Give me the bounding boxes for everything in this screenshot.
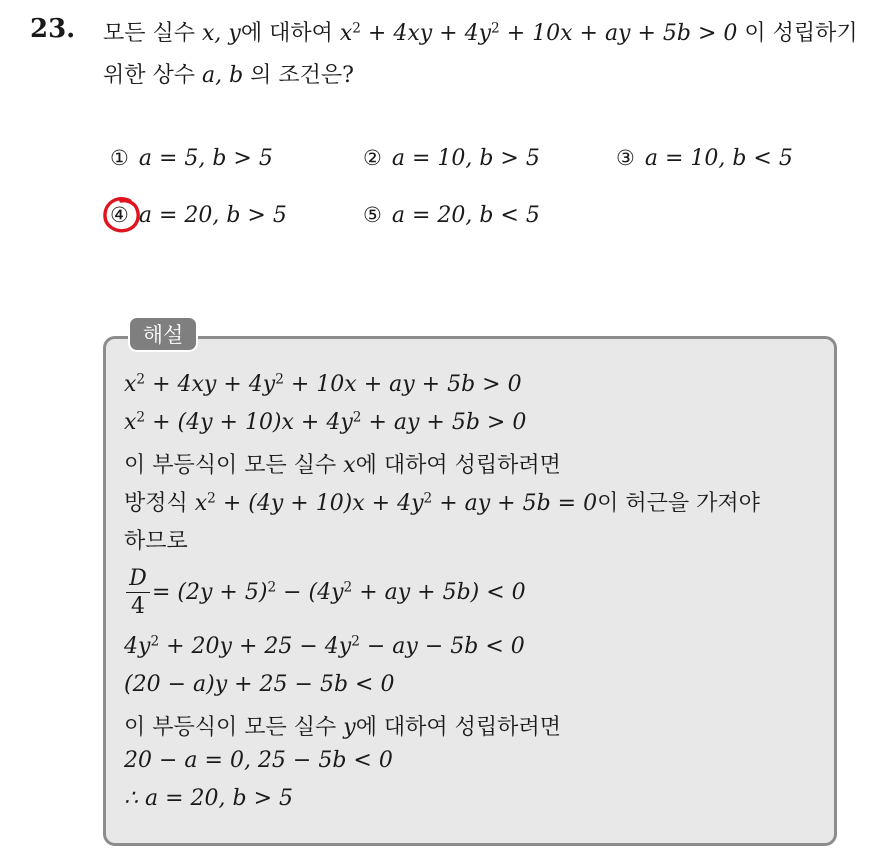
question-line-2: [103, 58, 354, 89]
answer-circle-mark: [100, 193, 144, 237]
text: 이 부등식이 모든 실수: [124, 453, 344, 478]
text: 에 대하여 성립하려면: [355, 453, 561, 478]
math: y: [343, 715, 356, 740]
solution-line-1: [124, 372, 522, 397]
math: + 10x + ay + 5b > 0: [283, 372, 522, 397]
math: x: [343, 453, 356, 478]
choice-1[interactable]: [110, 146, 273, 171]
solution-line-7: [124, 634, 525, 659]
solution-line-11: ∴ a = 20, b > 5: [124, 786, 294, 811]
choice-text: a = 10, b < 5: [644, 146, 793, 171]
solution-tab-label: 해설: [128, 316, 198, 352]
choice-number: ④: [110, 203, 129, 227]
question-line-1: [103, 16, 858, 47]
question-expr: x: [339, 21, 353, 46]
solution-line-6: [152, 580, 526, 605]
choice-2[interactable]: [363, 146, 540, 171]
text: 방정식: [124, 491, 195, 516]
exponent: 2: [136, 371, 146, 388]
question-text: 이 성립하기: [737, 21, 858, 46]
question-expr: + 10x + ay + 5b > 0: [499, 21, 738, 46]
solution-line-9: [124, 710, 561, 741]
math: − (4y: [276, 580, 344, 605]
exponent: 2: [351, 633, 360, 650]
question-text: 모든 실수: [103, 21, 202, 46]
math: + ay + 5b) < 0: [352, 580, 526, 605]
question-number: 23.: [30, 14, 76, 44]
exponent: 2: [491, 20, 500, 37]
fraction-d-over-4: [126, 566, 150, 619]
solution-line-4: [124, 486, 760, 517]
solution-line-10: 20 − a = 0, 25 − 5b < 0: [124, 748, 393, 773]
math: 4y: [124, 634, 151, 659]
exponent: 2: [352, 409, 362, 426]
text: 이 부등식이 모든 실수: [124, 715, 344, 740]
text: 이 허근을 가져야: [597, 491, 760, 516]
solution-line-2: [124, 410, 526, 435]
question-text: 의 조건은?: [243, 63, 354, 88]
math: + 4xy + 4y: [145, 372, 276, 397]
solution-line-5: 하므로: [124, 529, 188, 554]
math: x: [194, 491, 208, 516]
solution-line-3: [124, 448, 561, 479]
question-text: 위한 상수: [103, 63, 202, 88]
text: 에 대하여 성립하려면: [355, 715, 561, 740]
math: + ay + 5b > 0: [361, 410, 527, 435]
choice-text: a = 20, b > 5: [138, 203, 287, 228]
exponent: 2: [207, 490, 216, 507]
exponent: 2: [423, 490, 433, 507]
exponent: 2: [343, 579, 353, 596]
question-vars: a, b: [202, 63, 244, 88]
choice-number: ②: [363, 146, 382, 170]
math: x: [124, 410, 137, 435]
math: x: [124, 372, 137, 397]
question-text: 에 대하여: [240, 21, 340, 46]
exponent: 2: [136, 409, 146, 426]
math: + ay + 5b = 0: [432, 491, 598, 516]
choice-3[interactable]: [616, 146, 793, 171]
fraction-denominator: 4: [131, 594, 145, 619]
exponent: 2: [275, 371, 284, 388]
choice-number: ①: [110, 146, 129, 170]
math: = (2y + 5): [152, 580, 268, 605]
math: + (4y + 10)x + 4y: [215, 491, 424, 516]
math: + 20y + 25 − 4y: [159, 634, 352, 659]
choice-number: ⑤: [363, 203, 382, 227]
choice-5[interactable]: [363, 203, 540, 228]
choice-number: ③: [616, 146, 635, 170]
solution-line-8: (20 − a)y + 25 − 5b < 0: [124, 672, 395, 697]
choice-text: a = 10, b > 5: [391, 146, 540, 171]
fraction-numerator: D: [129, 566, 147, 591]
choice-text: a = 20, b < 5: [391, 203, 540, 228]
exponent: 2: [267, 579, 277, 596]
question-vars: x, y: [202, 21, 241, 46]
math: + (4y + 10)x + 4y: [145, 410, 353, 435]
exponent: 2: [150, 633, 160, 650]
exponent: 2: [352, 20, 361, 37]
choice-text: a = 5, b > 5: [138, 146, 273, 171]
question-expr: + 4xy + 4y: [360, 21, 492, 46]
math: − ay − 5b < 0: [359, 634, 525, 659]
